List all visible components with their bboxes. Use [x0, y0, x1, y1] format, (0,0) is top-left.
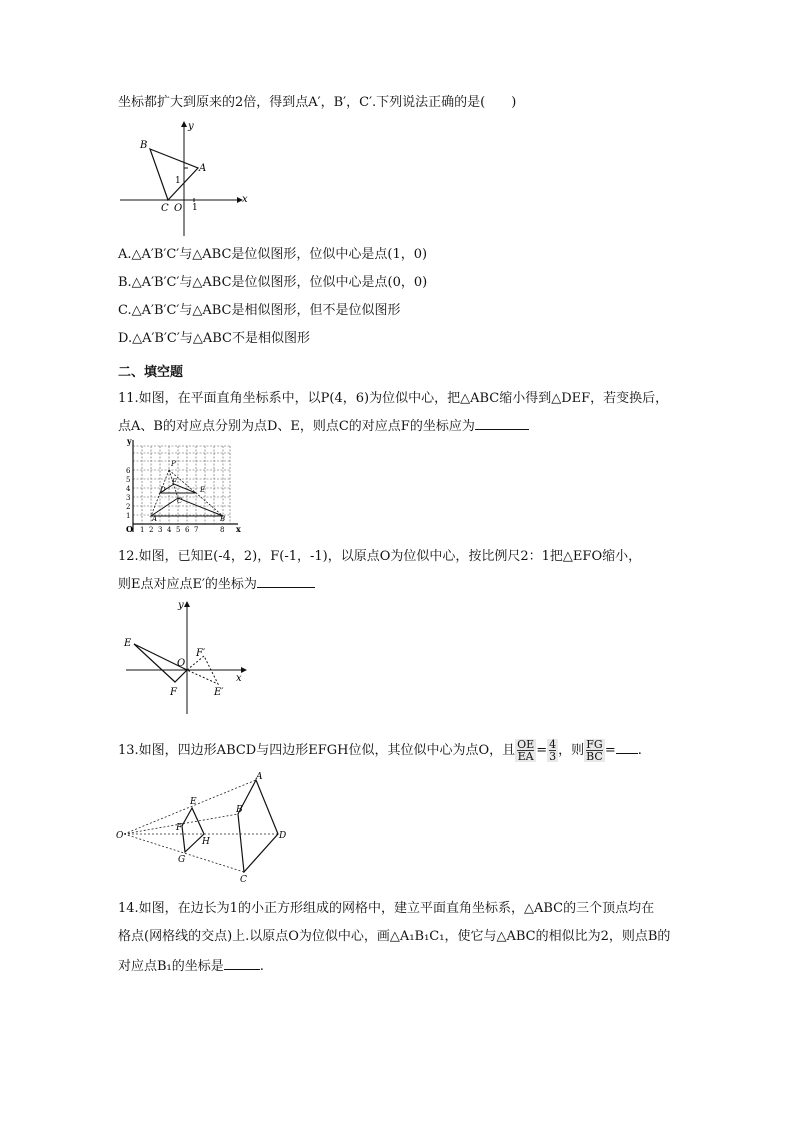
label-x: x — [236, 524, 241, 534]
q12-figure — [118, 596, 252, 718]
q10-option-a: A.△A′B′C′与△ABC是位似图形，位似中心是点(1，0) — [118, 247, 428, 262]
q13-frac-oe-ea — [515, 739, 536, 762]
q13-line — [118, 736, 642, 766]
ytick-3: 3 — [126, 494, 131, 502]
xtick-4: 4 — [167, 526, 172, 534]
label-one-x: 1 — [192, 203, 198, 213]
label-c: C — [240, 875, 247, 884]
xtick-1: 1 — [140, 526, 145, 534]
label-d: D — [160, 486, 166, 494]
label-f: F — [170, 687, 177, 698]
xtick-2: 2 — [149, 526, 154, 534]
triangle-abc — [150, 149, 198, 200]
q12-line2 — [118, 575, 315, 594]
label-ep: E′ — [214, 687, 224, 698]
q10-option-d: D.△A′B′C′与△ABC不是相似图形 — [118, 331, 310, 346]
ytick-5: 5 — [126, 476, 131, 484]
q10-option-b: B.△A′B′C′与△ABC是位似图形，位似中心是点(0，0) — [118, 275, 428, 290]
ytick-6: 6 — [126, 467, 131, 475]
q11-figure — [124, 436, 242, 534]
label-y: y — [127, 436, 132, 446]
label-c: C — [177, 497, 183, 505]
xtick-8: 8 — [220, 526, 225, 534]
q14-line2: 格点(网格线的交点)上.以原点O为位似中心，画△A₁B₁C₁，使它与△ABC的相似比为2，则点B的 — [118, 929, 671, 944]
label-o: O — [174, 203, 183, 214]
label-x: x — [236, 673, 242, 684]
ytick-4: 4 — [126, 485, 131, 493]
label-e: E — [124, 638, 132, 649]
label-a: A — [199, 163, 207, 174]
section-title: 二、填空题 — [118, 365, 184, 380]
q13-frac-4-3 — [547, 739, 558, 762]
q10-option-c: C.△A′B′C′与△ABC是相似图形，但不是位似图形 — [118, 303, 401, 318]
q14-line3 — [118, 957, 264, 976]
q13-eq: = — [536, 743, 548, 758]
label-o: O — [177, 658, 186, 669]
q13-frac3-num: FG — [586, 738, 603, 751]
xtick-5: 5 — [176, 526, 181, 534]
q11-line2-text: 点A、B的对应点分别为点D、E，则点C的对应点F的坐标应为 — [118, 419, 475, 434]
q12-line2-text: 则E点对应点E′的坐标为 — [118, 577, 257, 592]
q13-frac3-den: BC — [586, 750, 603, 763]
label-b: B — [236, 805, 243, 815]
label-a: A — [152, 515, 158, 523]
xtick-3: 3 — [158, 526, 163, 534]
q12-answer-blank — [257, 575, 315, 588]
q13-frac1-num: OE — [517, 738, 535, 751]
q10-stem: 坐标都扩大到原来的2倍，得到点A′，B′，C′.下列说法正确的是( ) — [118, 95, 517, 110]
quad-abcd — [238, 780, 278, 872]
label-e: E — [200, 486, 206, 494]
label-b: B — [220, 515, 226, 523]
label-o: O — [116, 831, 124, 841]
label-y: y — [188, 121, 194, 132]
q13-frac2-den: 3 — [549, 750, 557, 763]
q13-text-a: 13.如图，四边形ABCD与四边形EFGH位似，其位似中心为点O，且 — [118, 743, 516, 758]
label-y: y — [178, 600, 184, 611]
q13-text-c: = — [604, 743, 616, 758]
q13-frac2-num: 4 — [549, 738, 557, 751]
label-d: D — [279, 831, 287, 841]
q14-answer-blank — [224, 957, 260, 970]
q13-end: . — [637, 743, 642, 758]
quad-efgh — [182, 808, 204, 852]
label-b: B — [140, 140, 148, 151]
q14-line3-end: . — [259, 959, 264, 974]
q13-text-b: ，则 — [558, 743, 585, 758]
q14-line1: 14.如图，在边长为1的小正方形组成的网格中，建立平面直角坐标系，△ABC的三个顶点均在 — [118, 901, 655, 916]
label-one-y: 1 — [175, 176, 181, 186]
label-fp: F′ — [196, 648, 206, 659]
label-c: C — [161, 203, 169, 214]
q13-answer-blank — [616, 741, 638, 754]
q12-line1: 12.如图，已知E(-4，2)，F(-1，-1)，以原点O为位似中心，按比例尺2：1把△EFO缩小， — [118, 549, 642, 564]
q11-line1: 11.如图，在平面直角坐标系中，以P(4，6)为位似中心，把△ABC缩小得到△DEF，若变换后， — [118, 391, 669, 406]
label-x: x — [242, 194, 248, 205]
xtick-7: 7 — [194, 526, 199, 534]
q13-figure — [116, 772, 292, 884]
q11-answer-blank — [475, 417, 529, 430]
q13-frac-fg-bc — [584, 739, 605, 762]
ytick-2: 2 — [126, 503, 131, 511]
q10-figure — [118, 116, 250, 240]
q11-line2 — [118, 417, 529, 436]
xtick-6: 6 — [185, 526, 190, 534]
q13-frac1-den: EA — [517, 750, 534, 763]
label-f: F — [172, 478, 177, 486]
q14-line3-text: 对应点B₁的坐标是 — [118, 959, 224, 974]
ytick-1: 1 — [126, 512, 131, 520]
label-p: P — [171, 460, 176, 468]
label-e: E — [190, 797, 197, 807]
label-a: A — [256, 772, 263, 782]
label-o: O — [126, 524, 133, 534]
label-f: F — [176, 823, 183, 833]
label-g: G — [178, 855, 186, 865]
label-h: H — [202, 837, 210, 847]
